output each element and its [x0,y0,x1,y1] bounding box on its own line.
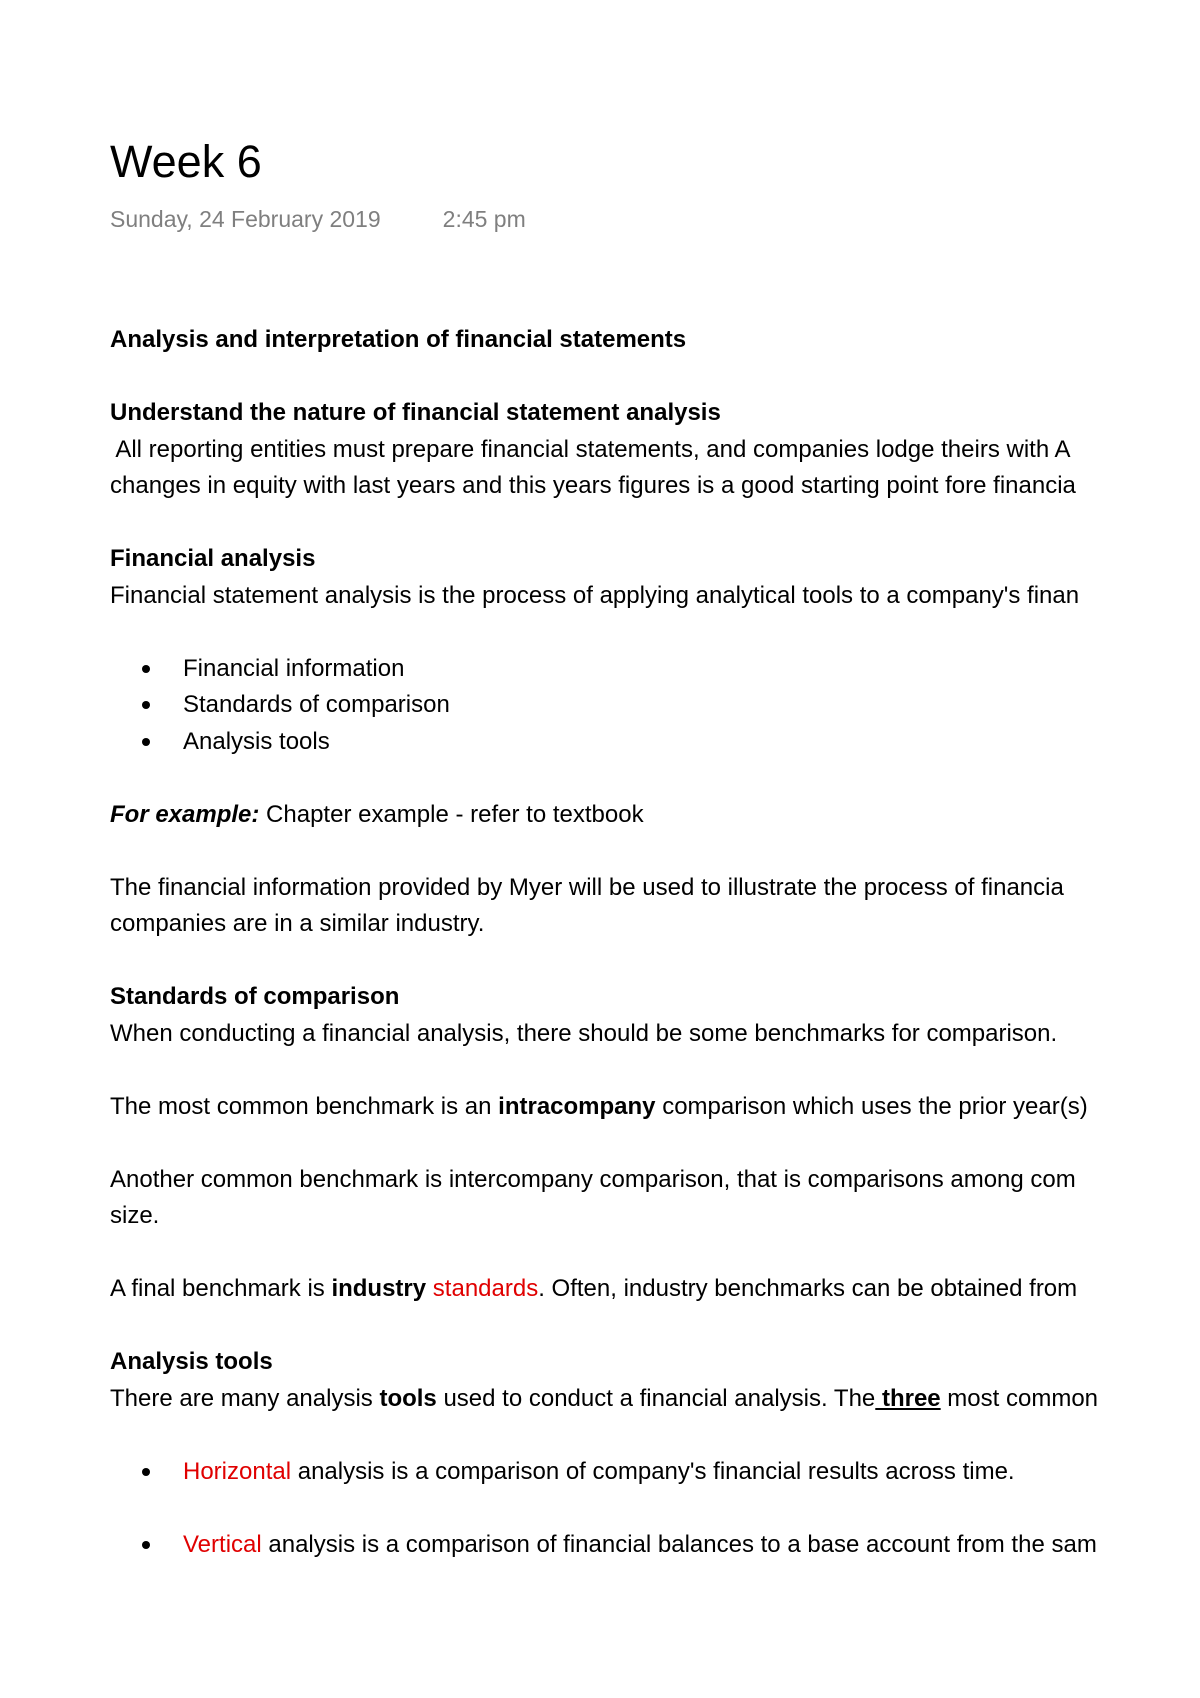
list-item-text: Standards of comparison [183,691,450,718]
red-term: Horizontal [183,1457,292,1485]
paragraph-line: When conducting a financial analysis, there should be some benchmarks for comparison. [110,1019,1058,1047]
note-body [110,322,1200,1563]
page-title: Week 6 [110,136,262,187]
bullet-icon [142,701,150,709]
list-item-text: analysis is a comparison of financial balances to a base account from the sam [261,1530,1097,1558]
text-run: comparison which uses the prior year(s) [655,1092,1088,1120]
list-item [110,1454,1200,1491]
bold-term: tools [379,1384,437,1412]
section-heading-standards: Standards of comparison [110,983,400,1010]
paragraph-line: All reporting entities must prepare financial statements, and companies lodge theirs with A [110,435,1071,463]
paragraph-tools [110,1381,1200,1418]
example-text: Chapter example - refer to textbook [259,800,644,828]
section-heading-nature: Understand the nature of financial statement analysis [110,399,721,426]
paragraph-intracompany [110,1089,1200,1126]
document-page [110,0,1200,1698]
bullet-list [110,651,1200,761]
underlined-term: three [875,1384,941,1412]
list-item-text: analysis is a comparison of company's financial results across time. [291,1457,1015,1485]
bullet-list [110,1527,1200,1564]
example-line [110,797,1200,834]
example-label: For example: [110,800,260,828]
paragraph-line: Another common benchmark is intercompany comparison, that is comparisons among com [110,1165,1076,1193]
text-run: A final benchmark is [110,1275,332,1302]
text-run: . Often, industry benchmarks can be obtained from [538,1275,1078,1302]
bullet-icon [142,738,150,746]
paragraph-line: Financial statement analysis is the process of applying analytical tools to a company's finan [110,581,1080,609]
list-item-text: Analysis tools [183,727,330,755]
red-term: Vertical [183,1530,262,1558]
text-run: There are many analysis [110,1384,380,1412]
main-heading: Analysis and interpretation of financial statements [110,326,687,353]
bullet-icon [142,1541,150,1549]
list-item [110,724,1200,761]
text-run: The most common benchmark is an [110,1092,499,1120]
section-heading-financial-analysis: Financial analysis [110,545,316,572]
paragraph-line: changes in equity with last years and this years figures is a good starting point fore financia [110,472,1076,499]
text-run [426,1275,433,1302]
bullet-icon [142,665,150,673]
bullet-icon [142,1468,150,1476]
bold-term: industry [331,1275,427,1302]
list-item [110,1527,1200,1564]
paragraph-industry [110,1271,1200,1308]
bullet-list [110,1454,1200,1491]
page-meta [110,206,526,233]
section-heading-analysis-tools: Analysis tools [110,1348,273,1375]
bold-term: intracompany [498,1092,656,1120]
text-run: used to conduct a financial analysis. The [436,1384,876,1412]
paragraph-line: The financial information provided by Myer will be used to illustrate the process of financia [110,873,1064,901]
text-run: most common [940,1384,1099,1412]
list-item [110,687,1200,724]
page-time: 2:45 pm [442,206,526,232]
red-term: standards [432,1275,539,1302]
list-item-text: Financial information [183,654,405,682]
page-date: Sunday, 24 February 2019 [110,206,381,232]
list-item [110,651,1200,688]
paragraph-line: companies are in a similar industry. [110,910,485,937]
paragraph-line: size. [110,1202,160,1229]
